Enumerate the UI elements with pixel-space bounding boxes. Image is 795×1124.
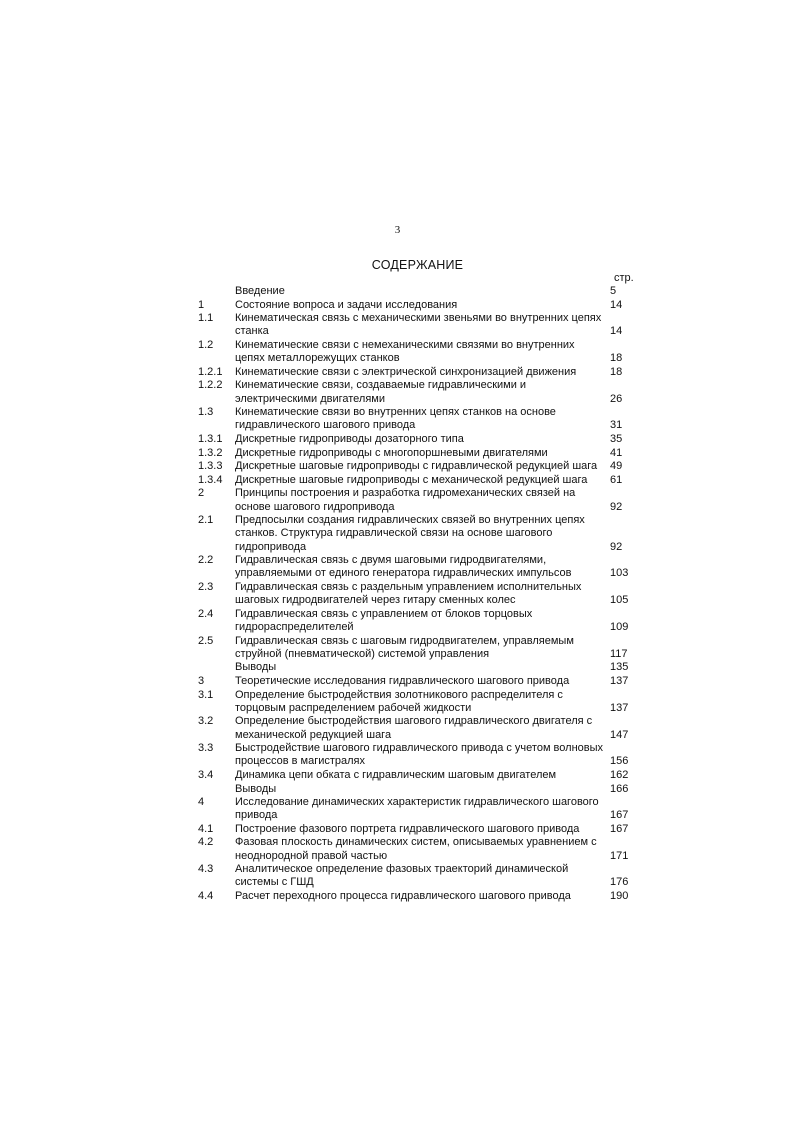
toc-entry-number: 4.4 xyxy=(198,890,214,903)
toc-entry-page: 14 xyxy=(610,298,623,311)
toc-entry xyxy=(198,796,638,822)
toc-entry-page: 176 xyxy=(610,876,629,889)
toc-entry-title: Расчет переходного процесса гидравлического шагового привода xyxy=(235,890,571,903)
toc-entry-number: 1 xyxy=(198,298,205,311)
toc-entry xyxy=(198,514,638,554)
toc-entry-page: 92 xyxy=(610,500,623,513)
toc-entry-title: Гидравлическая связь с двумя шаговыми гидродвигателями, управляемыми от единого генератора гидравлических импульсов xyxy=(235,554,572,580)
toc-entry-number: 3.3 xyxy=(198,742,214,755)
toc-entry-number: 2.3 xyxy=(198,580,214,593)
toc-entry-page: 166 xyxy=(610,782,629,795)
toc-entry-page: 135 xyxy=(610,661,629,674)
toc-entry-title: Выводы xyxy=(235,661,277,674)
toc-entry-title: Кинематические связи, создаваемые гидравлическими и электрическими двигателями xyxy=(235,379,527,405)
toc-entry-number: 4.1 xyxy=(198,822,214,835)
toc-entry-number: 2.4 xyxy=(198,607,214,620)
toc-entry xyxy=(198,460,638,473)
toc-entry xyxy=(198,433,638,446)
toc-entry-title: Выводы xyxy=(235,782,277,795)
toc-entry-page: 117 xyxy=(610,647,628,660)
table-of-contents xyxy=(198,285,638,904)
toc-entry xyxy=(198,635,638,661)
toc-title: СОДЕРЖАНИЕ xyxy=(371,258,464,272)
toc-entry-page: 167 xyxy=(610,822,629,835)
toc-entry-page: 5 xyxy=(610,285,617,297)
toc-entry-title: Построение фазового портрета гидравлического шагового привода xyxy=(235,822,580,835)
toc-entry xyxy=(198,823,638,836)
toc-entry-number: 1.2.1 xyxy=(198,365,223,378)
toc-entry xyxy=(198,487,638,513)
toc-entry-title: Кинематическая связь с механическими звеньями во внутренних цепях станка xyxy=(235,312,602,338)
toc-entry-page: 109 xyxy=(610,620,629,633)
toc-entry xyxy=(198,379,638,405)
toc-entry-title: Дискретные гидроприводы дозаторного типа xyxy=(235,432,464,445)
toc-entry-number: 1.2.2 xyxy=(198,379,223,392)
toc-entry-page: 35 xyxy=(610,432,623,445)
toc-entry xyxy=(198,783,638,796)
toc-entry-number: 3.1 xyxy=(198,688,214,701)
toc-entry-number: 3 xyxy=(198,674,205,687)
toc-entry xyxy=(198,836,638,862)
toc-entry-title: Быстродействие шагового гидравлического привода с учетом волновых процессов в магистралях xyxy=(235,742,604,768)
toc-entry-page: 18 xyxy=(610,352,623,365)
toc-entry-page: 26 xyxy=(610,392,623,405)
toc-entry-number: 1.1 xyxy=(198,312,214,325)
toc-entry-title: Динамика цепи обката с гидравлическим шаговым двигателем xyxy=(235,768,557,781)
toc-entry-title: Дискретные гидроприводы с многопоршневыми двигателями xyxy=(235,446,548,459)
toc-entry-title: Кинематические связи с немеханическими связями во внутренних цепях металлорежущих станков xyxy=(235,338,575,365)
toc-entry xyxy=(198,285,638,298)
toc-entry xyxy=(198,689,638,715)
toc-entry xyxy=(198,312,638,338)
toc-entry-number: 4 xyxy=(198,796,205,809)
toc-entry-page: 103 xyxy=(610,567,629,580)
toc-entry-page: 61 xyxy=(610,473,623,486)
toc-entry-page: 147 xyxy=(610,728,629,741)
toc-entry xyxy=(198,608,638,634)
toc-entry-title: Принципы построения и разработка гидромеханических связей на основе шагового гидропривода xyxy=(235,487,576,513)
toc-entry xyxy=(198,554,638,580)
toc-entry xyxy=(198,769,638,782)
toc-entry-page: 31 xyxy=(610,419,623,432)
toc-entry xyxy=(198,581,638,607)
toc-entry-title: Теоретические исследования гидравлического шагового привода xyxy=(235,674,570,687)
toc-entry xyxy=(198,742,638,768)
toc-entry-page: 167 xyxy=(610,809,629,822)
toc-entry-title: Гидравлическая связь с шаговым гидродвигателем, управляемым струйной (пневматической) системой управления xyxy=(235,634,574,660)
toc-entry-number: 2.5 xyxy=(198,634,214,647)
page-column-label: стр. xyxy=(614,272,634,284)
toc-entry-page: 14 xyxy=(610,325,623,338)
toc-entry-number: 1.3.3 xyxy=(198,460,223,473)
toc-entry-title: Гидравлическая связь с раздельным управлением исполнительных шаговых гидродвигателей через гитару сменных колес xyxy=(235,580,582,607)
toc-entry-page: 41 xyxy=(610,446,623,459)
toc-entry-number: 1.2 xyxy=(198,338,214,351)
toc-entry-number: 1.3.4 xyxy=(198,473,223,486)
toc-entry xyxy=(198,299,638,312)
toc-entry xyxy=(198,447,638,460)
toc-entry-page: 105 xyxy=(610,594,629,607)
toc-entry xyxy=(198,474,638,487)
toc-entry-page: 190 xyxy=(610,890,629,903)
toc-entry xyxy=(198,366,638,379)
toc-entry-number: 1.3.1 xyxy=(198,432,223,445)
toc-entry xyxy=(198,890,638,903)
toc-entry-title: Определение быстродействия золотникового распределителя с торцовым распределением рабочей жидкости xyxy=(235,688,563,714)
toc-entry xyxy=(198,406,638,432)
page-number: 3 xyxy=(394,224,401,236)
toc-entry-title: Дискретные шаговые гидроприводы с гидравлической редукцией шага xyxy=(235,460,598,473)
toc-entry-number: 1.3.2 xyxy=(198,446,223,459)
toc-entry-page: 137 xyxy=(610,701,629,714)
toc-entry-title: Кинематические связи с электрической синхронизацией движения xyxy=(235,365,577,378)
toc-entry-page: 49 xyxy=(610,460,623,473)
toc-entry-title: Фазовая плоскость динамических систем, описываемых уравнением с неоднородной правой частью xyxy=(235,836,597,862)
toc-entry xyxy=(198,339,638,365)
toc-entry-title: Состояние вопроса и задачи исследования xyxy=(235,298,458,311)
toc-entry-number: 2.2 xyxy=(198,554,214,567)
toc-entry-number: 3.4 xyxy=(198,768,214,781)
toc-entry-number: 4.3 xyxy=(198,863,214,876)
toc-entry-number: 3.2 xyxy=(198,715,214,728)
toc-entry-number: 1.3 xyxy=(198,406,214,419)
toc-entry-title: Введение xyxy=(235,285,285,297)
toc-entry-number: 2 xyxy=(198,487,205,500)
toc-entry-title: Дискретные шаговые гидроприводы с механической редукцией шага xyxy=(235,473,588,486)
toc-entry xyxy=(198,661,638,674)
toc-entry-title: Кинематические связи во внутренних цепях станков на основе гидравлического шагового привода xyxy=(235,406,556,432)
toc-entry-title: Исследование динамических характеристик гидравлического шагового привода xyxy=(235,796,599,822)
toc-entry-page: 18 xyxy=(610,365,623,378)
toc-entry xyxy=(198,715,638,741)
toc-entry-page: 137 xyxy=(610,674,629,687)
toc-entry-number: 2.1 xyxy=(198,514,214,527)
toc-entry-page: 156 xyxy=(610,755,629,768)
toc-entry-title: Аналитическое определение фазовых траекторий динамической системы с ГШД xyxy=(235,863,569,889)
toc-entry-title: Предпосылки создания гидравлических связей во внутренних цепях станков. Структура гидравлической связи на основе шагового гидропривода xyxy=(235,514,585,553)
toc-entry-title: Определение быстродействия шагового гидравлического двигателя с механической редукцией шага xyxy=(235,715,593,741)
toc-entry-number: 4.2 xyxy=(198,836,214,849)
toc-entry-page: 92 xyxy=(610,540,623,553)
toc-entry xyxy=(198,863,638,889)
toc-entry-page: 162 xyxy=(610,768,629,781)
toc-entry-title: Гидравлическая связь с управлением от блоков торцовых гидрораспределителей xyxy=(235,607,533,633)
toc-entry xyxy=(198,675,638,688)
toc-entry-page: 171 xyxy=(610,849,629,862)
